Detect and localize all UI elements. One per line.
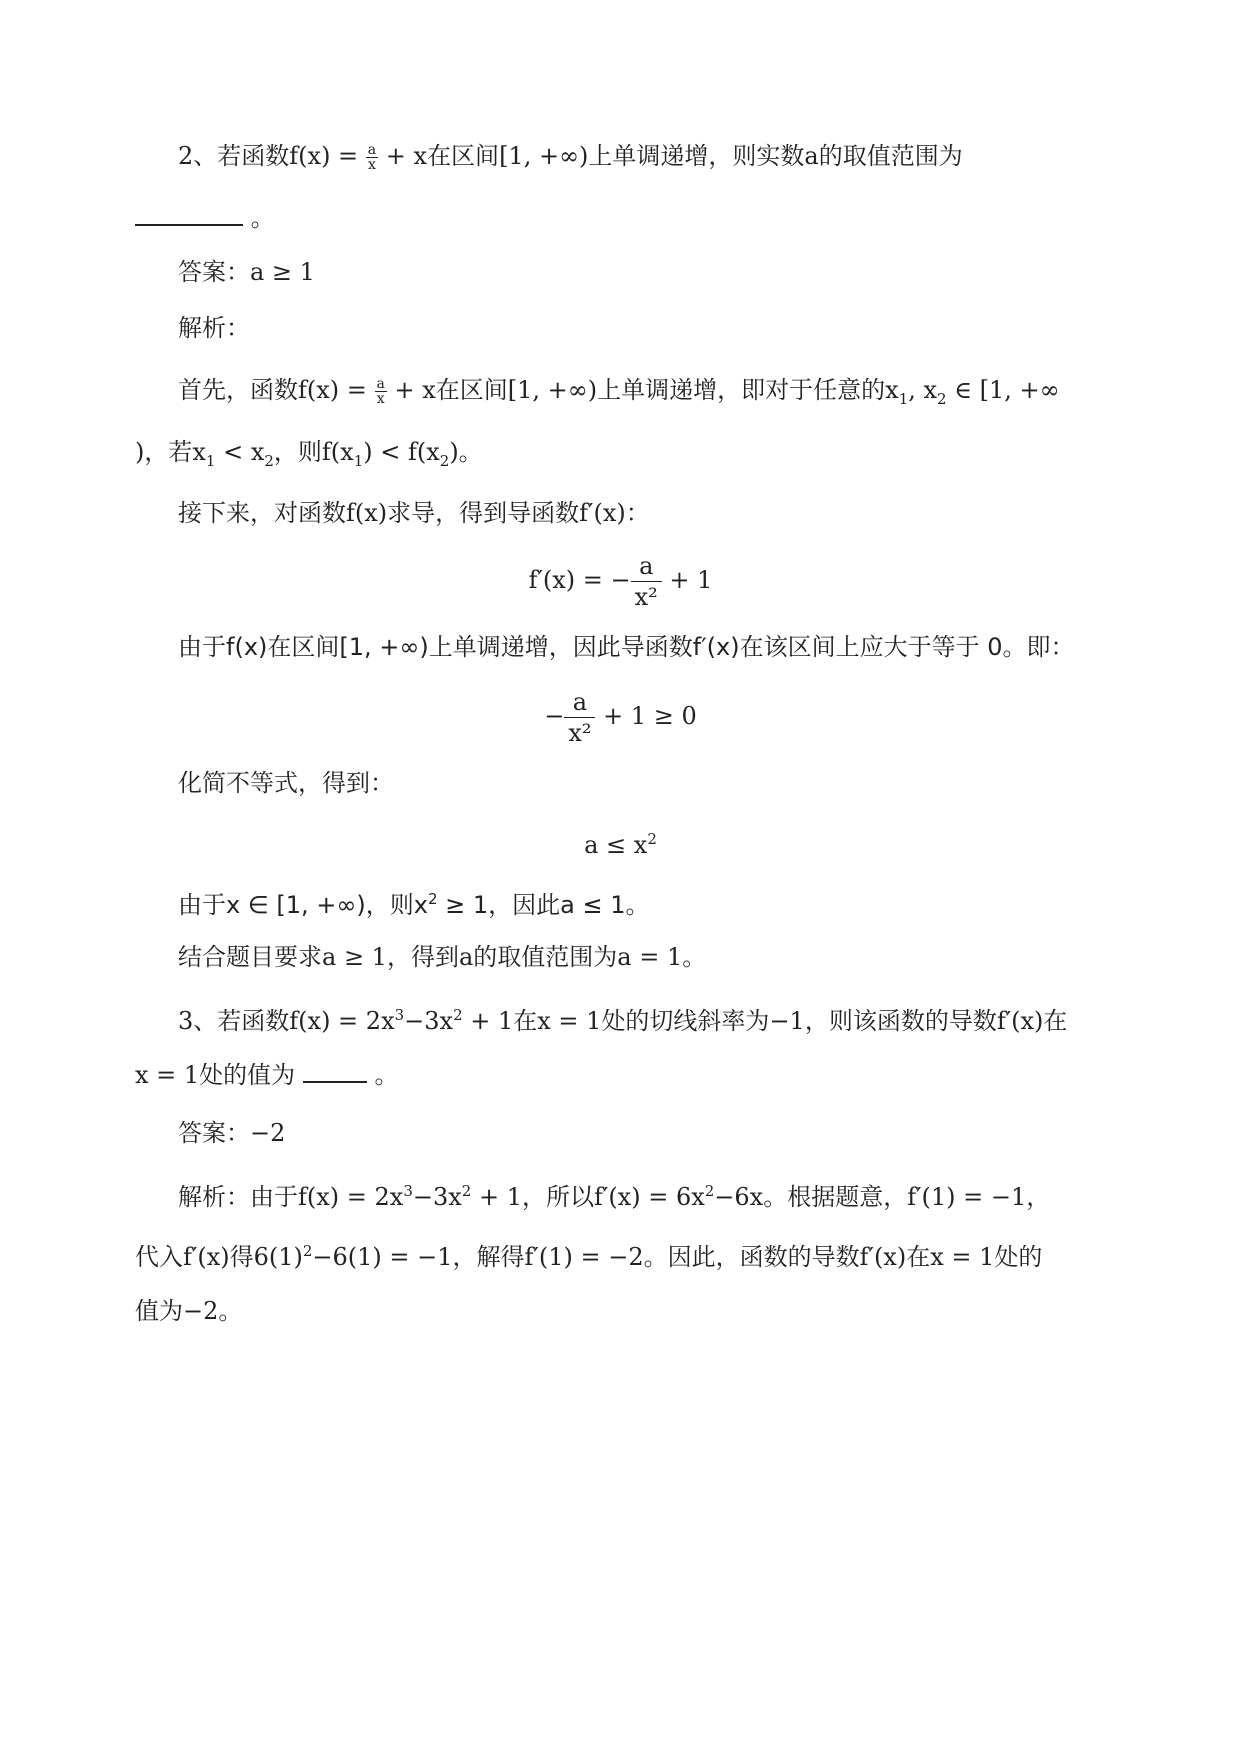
subscript: 1 [205,451,216,470]
text: ，则 [365,891,414,919]
text: 。 [682,943,707,971]
math: x = 1 [537,1007,602,1035]
math: f(x) [346,499,388,527]
math: f(x) = [289,142,366,170]
analysis-paragraph-1 [178,374,1060,415]
text: 首先，函数 [178,376,298,404]
text: 在 [1043,1007,1068,1035]
q2-text [178,140,963,172]
analysis-paragraph-3 [178,631,1074,663]
q3-text-cont [135,1059,398,1091]
subscript: 2 [937,389,947,408]
math: −6x [714,1183,764,1211]
math: f′(1) = −2 [524,1243,644,1271]
fraction [366,143,378,172]
fraction [564,687,595,748]
subscript: 1 [353,451,364,470]
text: 在区间 [267,633,340,661]
numerator: a [376,376,385,392]
math: + 1 [462,1007,514,1035]
text: 由于 [178,891,226,919]
math: x [192,438,206,466]
denominator: x² [634,583,658,611]
math: f′(x) [579,499,626,527]
text: 。 [625,891,650,919]
denominator: x [376,391,385,407]
answer-blank-line [135,202,275,234]
math: f(x) = [298,376,375,404]
text: ： [625,499,650,527]
answer-blank [303,1081,367,1083]
math: −6(1) = −1 [312,1243,453,1271]
math: , x [908,376,938,404]
math: f(x) = 2x [289,1007,395,1035]
text: 3、若函数 [178,1007,290,1035]
math: 0 [979,633,1003,661]
q3-text [178,999,1067,1037]
math: + 1 [661,566,713,594]
math: x ∈ [1, +∞) [226,891,366,919]
text: 结合题目要求 [178,943,322,971]
period: 。 [250,204,275,232]
text: 上单调递增，因此导函数 [428,633,693,661]
math-interval: [1, +∞) [339,633,429,661]
text: 的取值范围为 [473,943,618,971]
q3-analysis-line-3: 值为−2。 [135,1297,243,1325]
text: 。根据题意， [763,1183,908,1211]
subscript: 2 [264,451,274,470]
math: x [885,376,899,404]
text: 在该区间上应大于等于 [739,633,980,661]
math: + x [386,376,436,404]
text: 在 [906,1243,931,1271]
numerator: a [367,142,377,158]
q3-analysis-line-1 [178,1175,1050,1213]
numerator: a [631,551,662,582]
math: + 1 ≥ 0 [595,702,697,730]
text: 接下来，对函数 [178,499,346,527]
question-number: 2 [178,142,194,170]
text: 在区间 [427,142,500,170]
math: ∈ [1, +∞ [946,376,1060,404]
math: −3x [404,1007,454,1035]
text: ，所以 [521,1183,594,1211]
analysis-paragraph-2 [178,497,650,529]
superscript: 3 [403,1182,413,1200]
math: f′(1) = −1 [907,1183,1027,1211]
denominator: x [368,157,376,173]
math: x = 1 [930,1243,995,1271]
math: f′(x) [996,1007,1044,1035]
text: 处的 [994,1243,1043,1271]
analysis-paragraph-1-cont [135,436,483,477]
math: f(x [321,438,354,466]
text: 得 [229,1243,254,1271]
q3-analysis-line-2 [135,1235,1042,1273]
text: 在区间 [435,376,508,404]
text: )，若 [135,438,193,466]
text: ，则该函数的导数 [804,1007,997,1035]
text: 解析：由于 [178,1183,298,1211]
text: 。因此，函数的导数 [643,1243,860,1271]
equation-derivative [0,550,1241,612]
math: f′(x) [183,1243,230,1271]
math: f′(x) = − [528,566,631,594]
math-var: a [804,142,819,170]
period: 。 [374,1061,399,1089]
math: a = 1 [617,943,683,971]
math: a ≥ 1 [322,943,387,971]
math: f′(x) = 6x [593,1183,705,1211]
text: ，因此 [488,891,561,919]
text: ， [1026,1183,1051,1211]
math: f(x) = 2x [298,1183,404,1211]
separator: 、 [193,142,218,170]
subscript: 1 [898,389,909,408]
math: ≥ 1 [437,891,489,919]
superscript: 2 [453,1006,463,1024]
superscript: 2 [427,890,438,908]
math: + 1 [471,1183,522,1211]
math-interval: [1, +∞) [499,142,589,170]
text: 。即： [1002,633,1075,661]
text: 若函数 [217,142,290,170]
math: x [413,891,428,919]
math: ) < f(x [363,438,440,466]
math: a ≤ 1 [560,891,626,919]
math: −1 [769,1007,805,1035]
numerator: a [564,687,595,718]
math: −3x [412,1183,462,1211]
q2-answer: 答案：a ≥ 1 [178,258,315,286]
equation-simplified [0,823,1241,861]
text: ，得到 [386,943,459,971]
superscript: 3 [394,1006,405,1024]
text: ，解得 [452,1243,525,1271]
text: 处的值为 [199,1061,296,1089]
math: a ≤ x [584,831,648,859]
math: < x [215,438,265,466]
equation-inequality [0,686,1241,748]
denominator: x² [568,719,592,747]
text: ，则 [273,438,322,466]
superscript: 2 [302,1242,313,1260]
text: 处的切线斜率为 [601,1007,770,1035]
fraction [375,377,387,406]
math: f(x) [226,633,268,661]
analysis-paragraph-5 [178,883,649,921]
subscript: 2 [439,451,450,470]
math-interval: [1, +∞) [507,376,598,404]
math: x = 1 [135,1061,200,1089]
answer-blank [135,224,243,226]
analysis-paragraph-4: 化简不等式，得到： [178,769,394,797]
q3-answer: 答案：−2 [178,1119,286,1147]
q2-analysis-label: 解析： [178,314,250,342]
text: 求导，得到导函数 [387,499,580,527]
analysis-paragraph-6 [178,941,706,973]
text: 上单调递增，即对于任意的 [597,376,886,404]
fraction [631,551,662,612]
superscript: 2 [704,1182,715,1200]
text: )。 [449,438,483,466]
math: f′(x) [859,1243,907,1271]
math: a [458,943,474,971]
text: 代入 [135,1243,183,1271]
superscript: 2 [461,1182,472,1200]
text: 上单调递增，则实数 [588,142,805,170]
math: + x [378,142,428,170]
text: 在 [513,1007,538,1035]
text: 的取值范围为 [818,142,963,170]
math: − [544,702,565,730]
text: 由于 [178,633,226,661]
math: f′(x) [692,633,740,661]
math: 6(1) [253,1243,303,1271]
superscript: 2 [647,830,657,848]
